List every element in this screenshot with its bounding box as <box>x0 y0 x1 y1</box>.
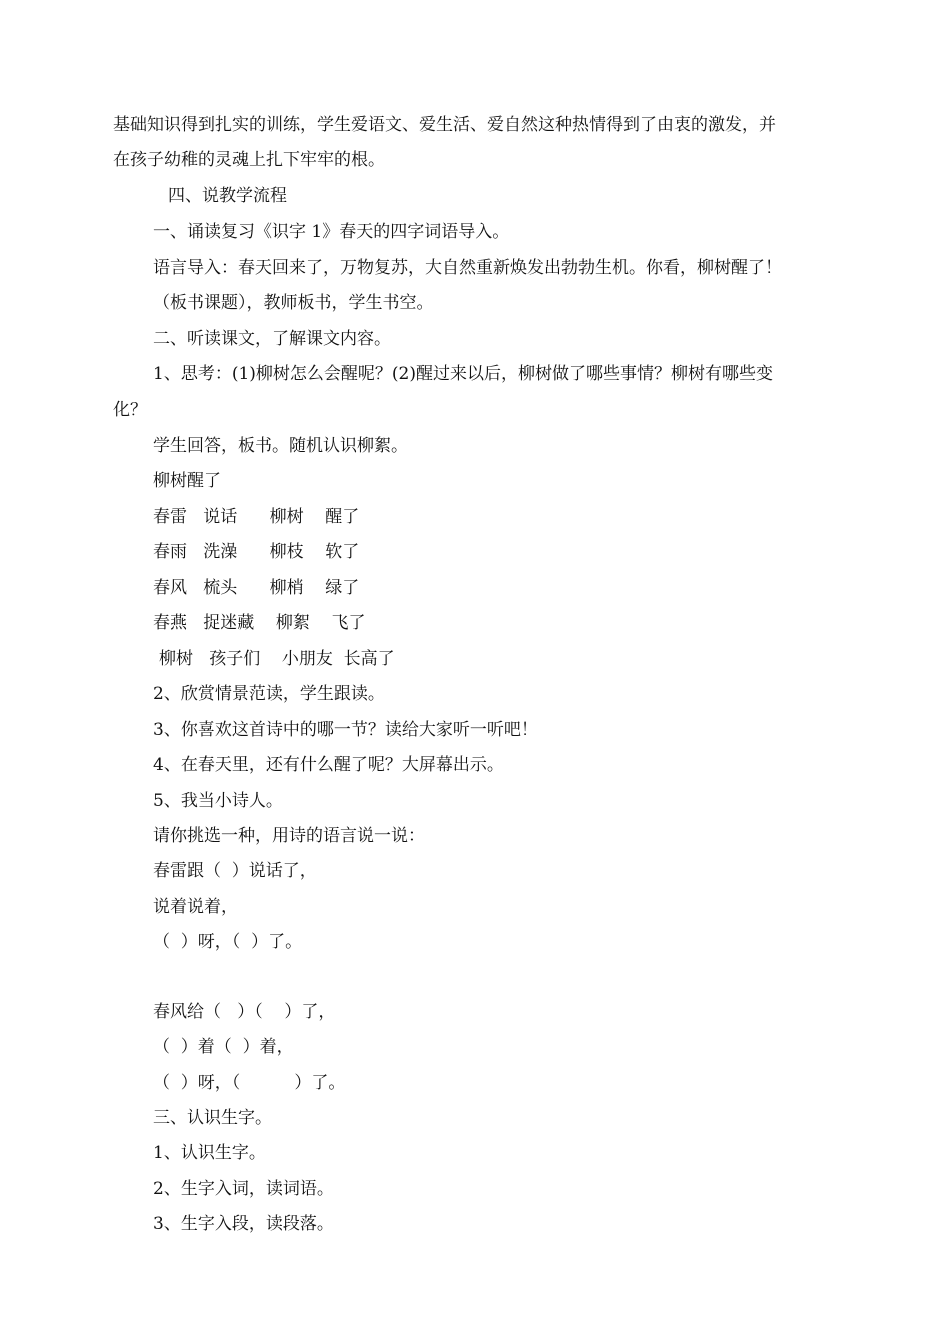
section-heading: 四、说教学流程 <box>168 186 287 206</box>
poem-line: 春雷跟（ ）说话了， <box>153 861 317 881</box>
list-item: 1、认识生字。 <box>153 1143 266 1163</box>
board-row: 柳树 孩子们 小朋友 长高了 <box>159 649 395 669</box>
poem-line: （ ）呀，（ ）了。 <box>153 1073 346 1093</box>
list-item: 4、在春天里，还有什么醒了呢？大屏幕出示。 <box>153 755 504 775</box>
paragraph-line: 在孩子幼稚的灵魂上扎下牢牢的根。 <box>113 150 385 170</box>
poem-line: 说着说着， <box>153 897 238 917</box>
paragraph-line: 1、思考：(1)柳树怎么会醒呢？(2)醒过来以后，柳树做了哪些事情？柳树有哪些变 <box>153 364 773 384</box>
paragraph-line: 请你挑选一种，用诗的语言说一说： <box>153 826 425 846</box>
board-title: 柳树醒了 <box>153 471 221 491</box>
board-row: 春燕 捉迷藏 柳絮 飞了 <box>153 613 366 633</box>
paragraph-line: （板书课题），教师板书，学生书空。 <box>153 293 434 313</box>
paragraph-line: 语言导入：春天回来了，万物复苏，大自然重新焕发出勃勃生机。你看，柳树醒了！ <box>153 258 782 278</box>
board-row: 春雨 洗澡 柳枝 软了 <box>153 542 360 562</box>
paragraph-line: 学生回答，板书。随机认识柳絮。 <box>153 436 408 456</box>
list-item: 2、欣赏情景范读，学生跟读。 <box>153 684 385 704</box>
poem-line: （ ）呀，（ ）了。 <box>153 932 303 952</box>
paragraph-line: 化？ <box>113 400 147 420</box>
board-row: 春雷 说话 柳树 醒了 <box>153 507 360 527</box>
poem-line: 春风给（ ）（ ）了， <box>153 1002 336 1022</box>
poem-line: （ ）着（ ）着， <box>153 1037 294 1057</box>
list-item: 5、我当小诗人。 <box>153 791 283 811</box>
list-item: 2、生字入词，读词语。 <box>153 1179 334 1199</box>
section-heading: 三、认识生字。 <box>153 1108 272 1128</box>
section-heading: 二、听读课文，了解课文内容。 <box>153 329 391 349</box>
list-item: 3、生字入段，读段落。 <box>153 1214 334 1234</box>
paragraph-line: 基础知识得到扎实的训练，学生爱语文、爱生活、爱自然这种热情得到了由衷的激发，并 <box>113 115 776 135</box>
section-heading: 一、诵读复习《识字 1》春天的四字词语导入。 <box>153 222 510 242</box>
list-item: 3、你喜欢这首诗中的哪一节？读给大家听一听吧！ <box>153 720 538 740</box>
board-row: 春风 梳头 柳梢 绿了 <box>153 578 360 598</box>
